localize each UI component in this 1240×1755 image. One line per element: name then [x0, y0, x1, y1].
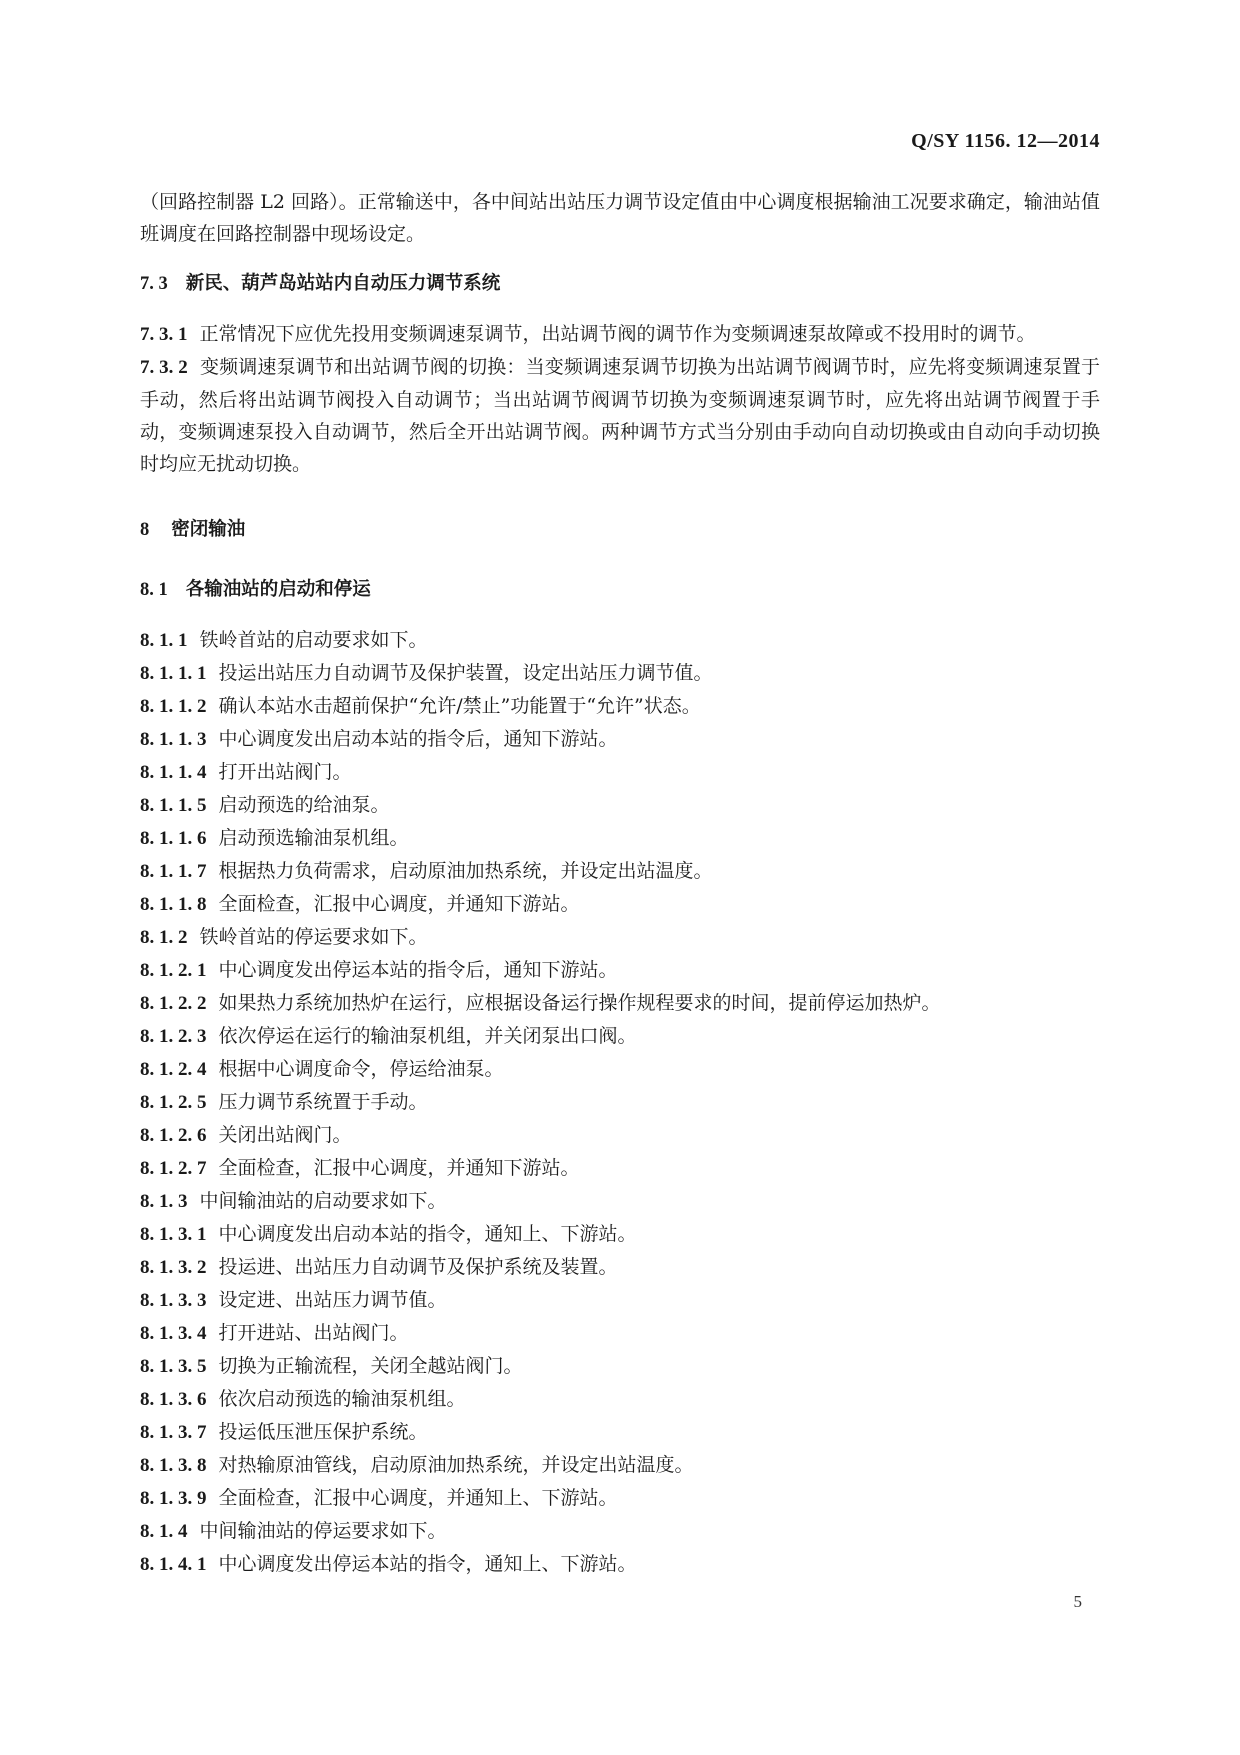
clause-text: 投运低压泄压保护系统。: [218, 1421, 428, 1443]
clause-number: 8. 1. 1. 5: [140, 795, 207, 816]
list-item: [140, 987, 1100, 1020]
clause-text: 正常情况下应优先投用变频调速泵调节，出站调节阀的调节作为变频调速泵故障或不投用时的调节。: [199, 323, 1036, 345]
list-item: [140, 1185, 1100, 1218]
clause-number: 8. 1. 3. 5: [140, 1356, 207, 1377]
section-number: 7. 3: [140, 274, 168, 294]
clause-number: 8. 1. 3. 9: [140, 1488, 207, 1509]
clause-number: 8. 1. 4: [140, 1521, 188, 1542]
clause-number: 8. 1. 2. 3: [140, 1026, 207, 1047]
clause-list: [140, 624, 1100, 1581]
clause-text: 全面检查，汇报中心调度，并通知下游站。: [218, 893, 580, 915]
list-item: [140, 855, 1100, 888]
clause-text: 中间输油站的停运要求如下。: [199, 1520, 447, 1542]
clause-number: 8. 1. 1. 8: [140, 894, 207, 915]
standard-code-header: Q/SY 1156. 12—2014: [911, 130, 1100, 152]
list-item: [140, 954, 1100, 987]
clause-number: 8. 1. 1. 6: [140, 828, 207, 849]
clause-text: 打开进站、出站阀门。: [218, 1322, 409, 1344]
section-title: 密闭输油: [171, 519, 246, 540]
clause-text: 投运进、出站压力自动调节及保护系统及装置。: [218, 1256, 618, 1278]
clause-number: 8. 1. 3: [140, 1191, 188, 1212]
clause-number: 8. 1. 4. 1: [140, 1554, 207, 1575]
list-item: [140, 1119, 1100, 1152]
list-item: [140, 1548, 1100, 1581]
list-item: [140, 789, 1100, 822]
section-heading-8: [140, 514, 1100, 546]
clause-number: 8. 1. 1. 3: [140, 729, 207, 750]
list-item: [140, 1152, 1100, 1185]
clause-text: 依次停运在运行的输油泵机组，并关闭泵出口阀。: [218, 1025, 637, 1047]
section-title: 新民、葫芦岛站站内自动压力调节系统: [185, 273, 501, 294]
clause-number: 8. 1. 1: [140, 630, 188, 651]
list-item: [140, 822, 1100, 855]
clause-7-3-2: [140, 351, 1100, 480]
section-heading-8-1: [140, 574, 1100, 606]
clause-text: 启动预选的给油泵。: [218, 794, 390, 816]
clause-number: 8. 1. 2. 6: [140, 1125, 207, 1146]
list-item: [140, 756, 1100, 789]
clause-text: 铁岭首站的启动要求如下。: [199, 629, 428, 651]
clause-number: 8. 1. 3. 3: [140, 1290, 207, 1311]
clause-text: 对热输原油管线，启动原油加热系统，并设定出站温度。: [218, 1454, 694, 1476]
list-item: [140, 1053, 1100, 1086]
clause-number: 8. 1. 3. 8: [140, 1455, 207, 1476]
clause-text: 启动预选输油泵机组。: [218, 827, 409, 849]
intro-paragraph: （回路控制器 L2 回路）。正常输送中，各中间站出站压力调节设定值由中心调度根据输油工况要求确定，输油站值班调度在回路控制器中现场设定。: [140, 191, 1100, 245]
list-item: [140, 1251, 1100, 1284]
clause-number: 8. 1. 1. 7: [140, 861, 207, 882]
clause-text: 打开出站阀门。: [218, 761, 352, 783]
clause-text: 变频调速泵调节和出站调节阀的切换：当变频调速泵调节切换为出站调节阀调节时，应先将变频调速泵置于手动，然后将出站调节阀投入自动调节；当出站调节阀调节切换为变频调速泵调节时，应先将出站调节阀置于手动，变频调速泵投入自动调节，然后全开出站调节阀。两种调节方式当分别由手动向自动切换或由自动向手动切换时均应无扰动切换。: [140, 356, 1100, 475]
clause-number: 8. 1. 1. 2: [140, 696, 207, 717]
list-item: [140, 690, 1100, 723]
list-item: [140, 1350, 1100, 1383]
list-item: [140, 1020, 1100, 1053]
section-title: 各输油站的启动和停运: [185, 579, 371, 600]
list-item: [140, 723, 1100, 756]
clause-text: 确认本站水击超前保护“允许/禁止”功能置于“允许”状态。: [218, 695, 701, 717]
list-item: [140, 657, 1100, 690]
clause-text: 设定进、出站压力调节值。: [218, 1289, 447, 1311]
list-item: [140, 1086, 1100, 1119]
clause-number: 7. 3. 1: [140, 324, 188, 345]
clause-number: 8. 1. 1. 1: [140, 663, 207, 684]
clause-text: 关闭出站阀门。: [218, 1124, 352, 1146]
list-item: [140, 1284, 1100, 1317]
clause-text: 全面检查，汇报中心调度，并通知上、下游站。: [218, 1487, 618, 1509]
list-item: [140, 1449, 1100, 1482]
list-item: [140, 921, 1100, 954]
clause-number: 8. 1. 3. 7: [140, 1422, 207, 1443]
clause-text: 中心调度发出启动本站的指令后，通知下游站。: [218, 728, 618, 750]
section-number: 8: [140, 520, 150, 540]
list-item: [140, 1416, 1100, 1449]
clause-number: 8. 1. 2. 7: [140, 1158, 207, 1179]
clause-number: 8. 1. 2. 4: [140, 1059, 207, 1080]
list-item: [140, 888, 1100, 921]
clause-text: 中心调度发出启动本站的指令，通知上、下游站。: [218, 1223, 637, 1245]
clause-text: 中间输油站的启动要求如下。: [199, 1190, 447, 1212]
clause-text: 铁岭首站的停运要求如下。: [199, 926, 428, 948]
clause-text: 根据热力负荷需求，启动原油加热系统，并设定出站温度。: [218, 860, 713, 882]
list-item: [140, 1482, 1100, 1515]
clause-number: 8. 1. 2. 2: [140, 993, 207, 1014]
clause-number: 8. 1. 3. 1: [140, 1224, 207, 1245]
list-item: [140, 624, 1100, 657]
clause-text: 中心调度发出停运本站的指令，通知上、下游站。: [218, 1553, 637, 1575]
clause-7-3-1: [140, 318, 1100, 351]
clause-number: 8. 1. 2. 5: [140, 1092, 207, 1113]
clause-number: 8. 1. 1. 4: [140, 762, 207, 783]
clause-text: 依次启动预选的输油泵机组。: [218, 1388, 466, 1410]
clause-number: 8. 1. 2. 1: [140, 960, 207, 981]
clause-text: 根据中心调度命令，停运给油泵。: [218, 1058, 504, 1080]
clause-number: 7. 3. 2: [140, 357, 188, 378]
list-item: [140, 1317, 1100, 1350]
clause-number: 8. 1. 3. 6: [140, 1389, 207, 1410]
section-number: 8. 1: [140, 580, 168, 600]
list-item: [140, 1383, 1100, 1416]
page-number: 5: [1073, 1592, 1082, 1611]
document-body: [140, 186, 1100, 1581]
clause-text: 中心调度发出停运本站的指令后，通知下游站。: [218, 959, 618, 981]
list-item: [140, 1218, 1100, 1251]
clause-text: 切换为正输流程，关闭全越站阀门。: [218, 1355, 523, 1377]
clause-number: 8. 1. 2: [140, 927, 188, 948]
clause-number: 8. 1. 3. 4: [140, 1323, 207, 1344]
clause-text: 全面检查，汇报中心调度，并通知下游站。: [218, 1157, 580, 1179]
clause-text: 投运出站压力自动调节及保护装置，设定出站压力调节值。: [218, 662, 713, 684]
clause-text: 如果热力系统加热炉在运行，应根据设备运行操作规程要求的时间，提前停运加热炉。: [218, 992, 941, 1014]
clause-number: 8. 1. 3. 2: [140, 1257, 207, 1278]
clause-text: 压力调节系统置于手动。: [218, 1091, 428, 1113]
list-item: [140, 1515, 1100, 1548]
section-heading-7-3: [140, 268, 1100, 300]
